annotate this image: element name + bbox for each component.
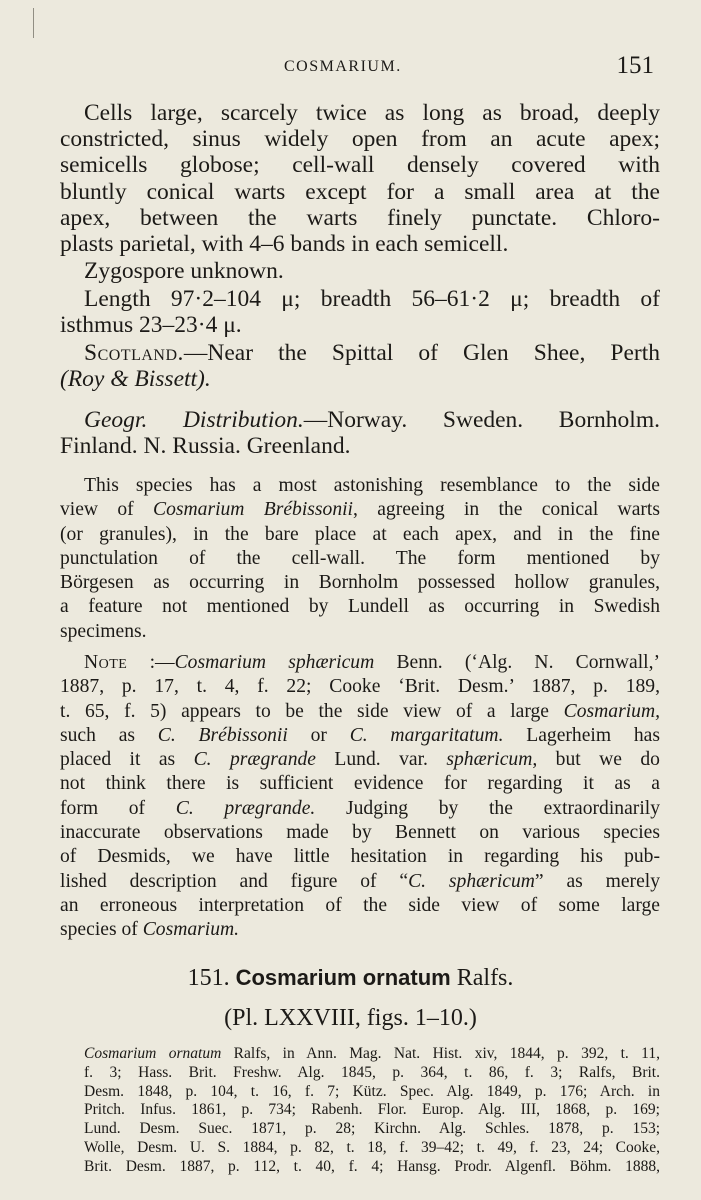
geographic-distribution (60, 407, 660, 459)
running-head: COSMARIUM. (284, 58, 402, 75)
distribution-countries: —Norway. Sweden. Bornholm. (303, 407, 660, 433)
synonymy-line: Wolle, Desm. U. S. 1884, p. 82, t. 18, f. 39–42; t. 49, f. 23, 24; Cooke, (84, 1138, 660, 1156)
synonymy-line: Lund. Desm. Suec. 1871, p. 28; Kirchn. Alg. Schles. 1878, p. 153; (84, 1120, 660, 1138)
measurement-line: isthmus 23–23·4 μ. (60, 312, 242, 339)
note-line: placed it as C. prægrande Lund. var. sphæricum, but we do (60, 749, 660, 771)
note-line: lished description and figure of “C. sphæricum” as merely (60, 870, 660, 892)
discussion-line: (or granules), in the bare place at each apex, and in the fine (60, 523, 660, 545)
measurement-line: Length 97·2–104 μ; breadth 56–61·2 μ; breadth of (84, 286, 660, 312)
discussion-line: Börgesen as occurring in Bornholm possessed hollow granules, (60, 572, 660, 594)
note-line: an erroneous interpretation of the side view of some large (60, 894, 660, 916)
distribution-label: Geogr. Distribution. (84, 407, 304, 433)
note-line: of Desmids, we have little hesitation in regarding his pub- (60, 846, 660, 868)
description-line: semicells globose; cell-wall densely covered with (60, 152, 660, 179)
note-line: species of Cosmarium. (60, 919, 240, 941)
note-line: 1887, p. 17, t. 4, f. 22; Cooke ‘Brit. Desm.’ 1887, p. 189, (60, 676, 660, 698)
measurements (60, 286, 660, 338)
description-line: apex, between the warts finely punctate. Chloro- (60, 204, 660, 231)
discussion-line: punctulation of the cell-wall. The form mentioned by (60, 547, 660, 569)
species-description (60, 100, 660, 257)
margin-mark (33, 8, 34, 38)
discussion-line: This species has a most astonishing resemblance to the side (84, 475, 660, 496)
species-heading (0, 965, 701, 992)
synonymy-line: Brit. Desm. 1887, p. 112, t. 40, f. 4; Hansg. Prodr. Algenfl. Böhm. 1888, (84, 1157, 660, 1175)
species-author: Ralfs. (456, 965, 514, 991)
page-header (60, 52, 660, 82)
note-line: such as C. Brébissonii or C. margaritatum. Lagerheim has (60, 724, 660, 746)
zygospore-note (60, 258, 660, 284)
plate-reference: (Pl. LXXVIII, figs. 1–10.) (224, 1005, 477, 1031)
species-number: 151. (187, 965, 230, 991)
discussion-paragraph (60, 474, 660, 644)
description-line: bluntly conical warts except for a small area at the (60, 178, 660, 205)
scotland-label: Scotland. (84, 340, 184, 366)
distribution-line (60, 407, 660, 433)
description-line: plasts parietal, with 4–6 bands in each semicell. (60, 230, 509, 257)
description-line: Cells large, scarcely twice as long as broad, deeply (84, 100, 660, 126)
zygospore-text: Zygospore unknown. (84, 258, 284, 284)
note-label: Note (84, 652, 128, 673)
note-line: not think there is sufficient evidence for regarding it as a (60, 773, 660, 795)
scotland-locality: —Near the Spittal of Glen Shee, Perth (183, 340, 660, 366)
note-line: t. 65, f. 5) appears to be the side view of a large Cosmarium, (60, 700, 660, 722)
collectors: (Roy & Bissett). (60, 366, 211, 393)
description-line: constricted, sinus widely open from an acute apex; (60, 126, 660, 153)
scotland-line (60, 340, 660, 366)
note-line: inaccurate observations made by Bennett on various species (60, 822, 660, 844)
scotland-record (60, 340, 660, 392)
synonymy-line: Cosmarium ornatum Ralfs, in Ann. Mag. Nat. Hist. xiv, 1844, p. 392, t. 11, (84, 1045, 660, 1062)
scotland-line (60, 366, 660, 392)
synonymy-line: Desm. 1848, p. 104, t. 16, f. 7; Kütz. Spec. Alg. 1849, p. 176; Arch. in (84, 1082, 660, 1100)
synonymy-line: Pritch. Infus. 1861, p. 734; Rabenh. Flor. Europ. Alg. III, 1868, p. 169; (84, 1101, 660, 1119)
page-number: 151 (616, 52, 654, 79)
discussion-line: view of Cosmarium Brébissonii, agreeing in the conical warts (60, 499, 660, 521)
distribution-line: Finland. N. Russia. Greenland. (60, 433, 351, 460)
discussion-line: a feature not mentioned by Lundell as occurring in Swedish (60, 596, 660, 618)
synonymy-line: f. 3; Hass. Brit. Freshw. Alg. 1845, p. 364, t. 86, f. 3; Ralfs, Brit. (84, 1063, 660, 1081)
note-paragraph (60, 651, 660, 943)
note-line: Note :—Cosmarium sphæricum Benn. (‘Alg. N. Cornwall,’ (84, 652, 661, 673)
synonymy (60, 1045, 660, 1177)
note-line: form of C. prægrande. Judging by the extraordinarily (60, 797, 661, 819)
discussion-line: specimens. (60, 620, 147, 642)
species-name: Cosmarium ornatum (235, 965, 451, 990)
